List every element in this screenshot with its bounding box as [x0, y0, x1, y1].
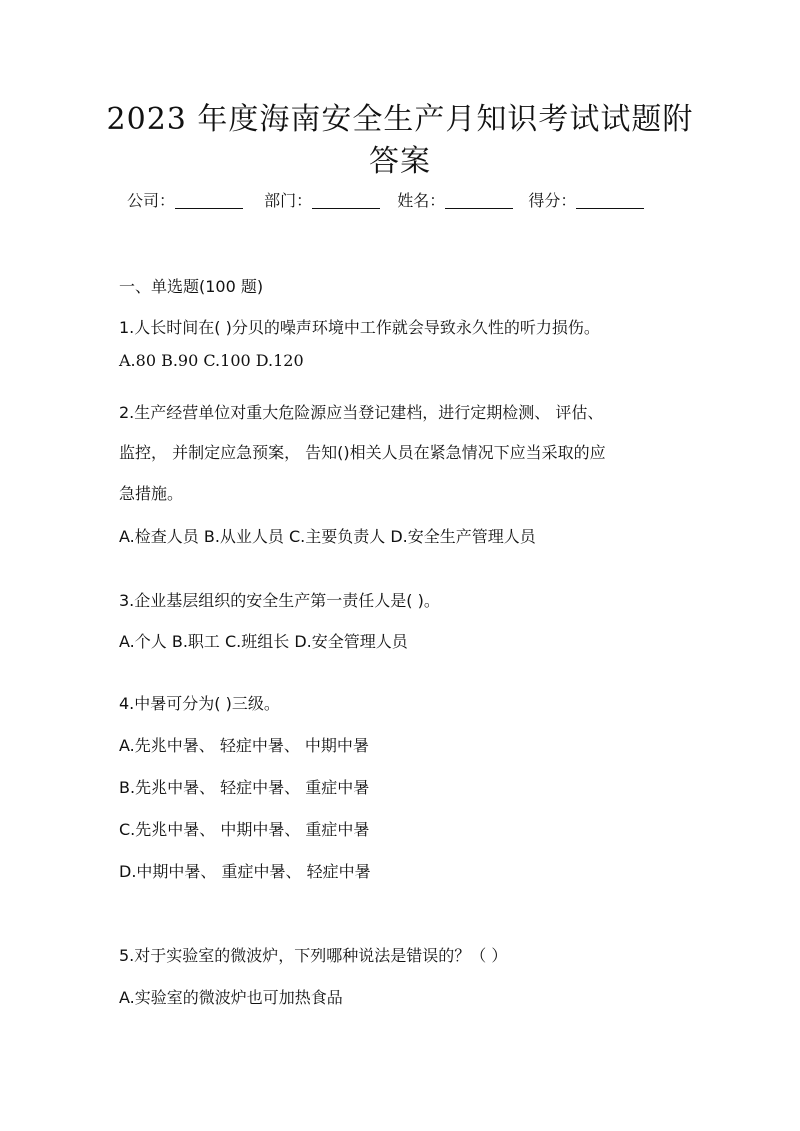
question-5-option-a: A.实验室的微波炉也可加热食品 [119, 988, 343, 1007]
section-header: 一、单选题(100 题) [119, 277, 264, 296]
question-2-options: A.检查人员 B.从业人员 C.主要负责人 D.安全生产管理人员 [119, 527, 536, 546]
document-title-line-1: 2023 年度海南安全生产月知识考试试题附 [106, 102, 694, 137]
name-field [397, 190, 513, 212]
question-4-stem: 4.中暑可分为( )三级。 [119, 694, 280, 713]
document-title-line-2: 答案 [369, 144, 431, 179]
question-4-option-d: D.中期中暑、 重症中暑、 轻症中暑 [119, 862, 371, 881]
name-blank[interactable] [445, 194, 513, 209]
department-label: 部门： [264, 191, 313, 210]
question-2-stem-line-1: 2.生产经营单位对重大危险源应当登记建档，进行定期检测、 评估、 [119, 403, 604, 422]
score-field [528, 190, 644, 212]
header-info-row [127, 190, 644, 212]
question-2-stem-line-3: 急措施。 [119, 484, 184, 503]
score-label: 得分： [528, 191, 577, 210]
question-4-option-a: A.先兆中暑、 轻症中暑、 中期中暑 [119, 736, 369, 755]
company-label: 公司： [127, 191, 176, 210]
name-label: 姓名： [397, 191, 446, 210]
company-blank[interactable] [175, 194, 243, 209]
company-field [127, 190, 243, 212]
department-field [264, 190, 380, 212]
question-2-stem-line-2: 监控， 并制定应急预案， 告知()相关人员在紧急情况下应当采取的应 [119, 443, 606, 462]
question-3-stem: 3.企业基层组织的安全生产第一责任人是( )。 [119, 591, 440, 610]
question-4-option-c: C.先兆中暑、 中期中暑、 重症中暑 [119, 820, 370, 839]
question-1-options: A.80 B.90 C.100 D.120 [119, 351, 304, 370]
question-5-stem: 5.对于实验室的微波炉，下列哪种说法是错误的？（ ） [119, 946, 508, 965]
question-3-options: A.个人 B.职工 C.班组长 D.安全管理人员 [119, 632, 408, 651]
question-1-stem: 1.人长时间在( )分贝的噪声环境中工作就会导致永久性的听力损伤。 [119, 318, 600, 337]
score-blank[interactable] [576, 194, 644, 209]
question-4-option-b: B.先兆中暑、 轻症中暑、 重症中暑 [119, 778, 370, 797]
department-blank[interactable] [312, 194, 380, 209]
